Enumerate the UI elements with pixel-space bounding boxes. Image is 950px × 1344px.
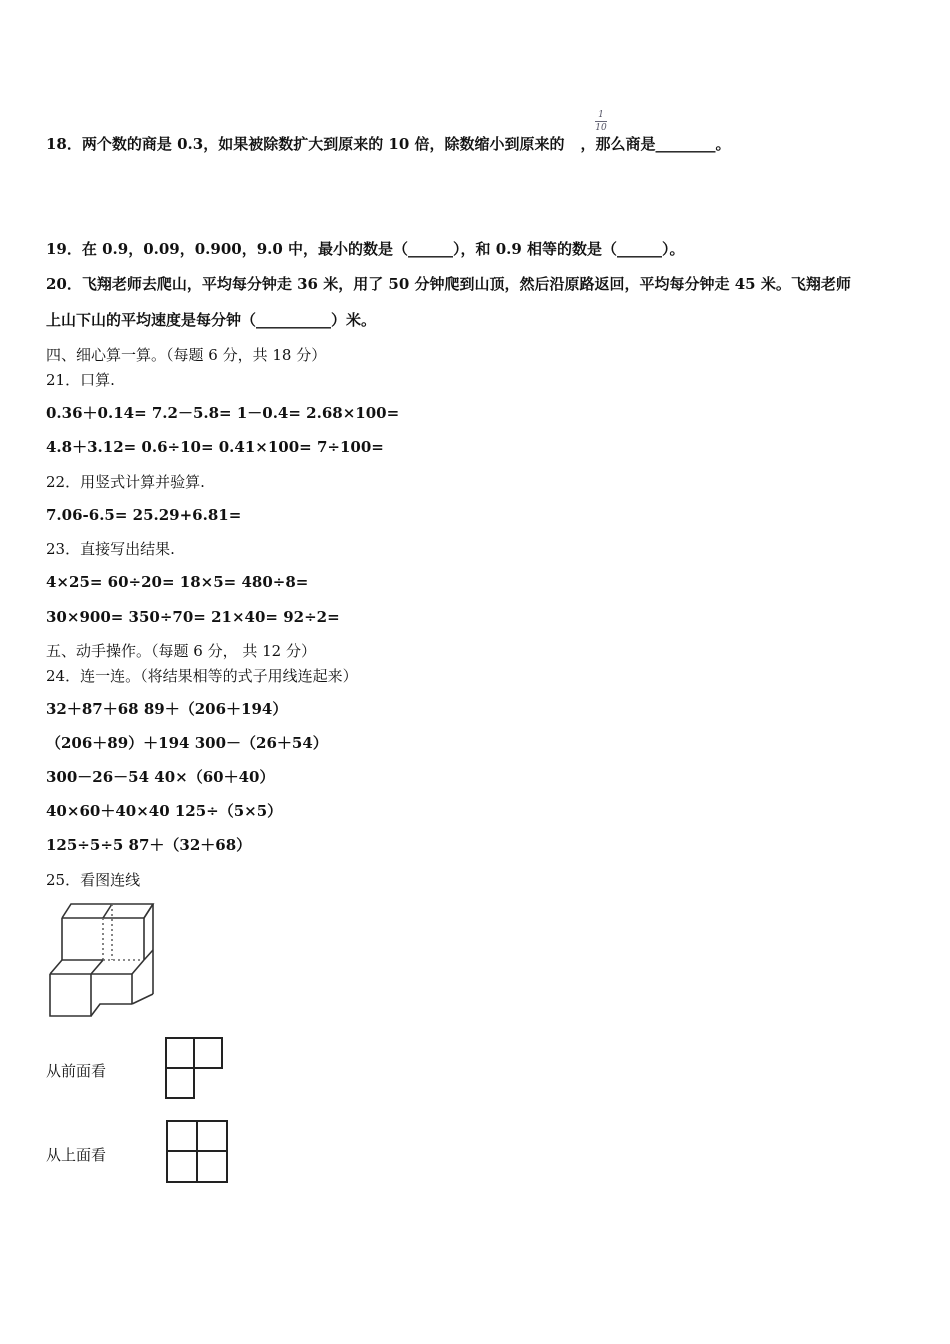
question-24-title: 24．连一连。（将结果相等的式子用线连起来）: [46, 667, 358, 685]
front-view-grid: [163, 1035, 225, 1103]
question-20-line-2: 上山下山的平均速度是每分钟（__________）米。: [46, 311, 377, 329]
question-18: [46, 134, 731, 154]
question-19: 19．在 0.9，0.09，0.900，9.0 中，最小的数是（______），和 0.9 相等的数是（______）。: [46, 240, 685, 258]
question-23-row-2: 30×900= 350÷70= 21×40= 92÷2=: [46, 608, 340, 626]
question-21-row-2: 4.8＋3.12= 0.6÷10= 0.41×100= 7÷100=: [46, 438, 384, 456]
question-24-row-4: 40×60＋40×40 125÷（5×5）: [46, 802, 283, 820]
question-21-title: 21．口算.: [46, 371, 115, 389]
question-23-row-1: 4×25= 60÷20= 18×5= 480÷8=: [46, 573, 309, 591]
question-22-title: 22．用竖式计算并验算.: [46, 473, 205, 491]
fraction-denominator: 10: [595, 123, 607, 133]
question-24-row-1: 32＋87＋68 89＋（206＋194）: [46, 700, 288, 718]
question-24-row-3: 300－26－54 40×（60＋40）: [46, 768, 275, 786]
question-23-title: 23．直接写出结果.: [46, 540, 175, 558]
question-22-row: 7.06-6.5= 25.29+6.81=: [46, 506, 242, 524]
view-top-label: 从上面看: [46, 1146, 107, 1164]
fraction-numerator: 1: [598, 110, 604, 120]
section-5-heading: 五、动手操作。（每题 6 分， 共 12 分）: [46, 642, 316, 660]
view-front-label: 从前面看: [46, 1062, 107, 1080]
question-20-line-1: 20．飞翔老师去爬山，平均每分钟走 36 米，用了 50 分钟爬到山顶，然后沿原路返回，平均每分钟走 45 米。飞翔老师: [46, 275, 851, 293]
question-24-row-5: 125÷5÷5 87＋（32＋68）: [46, 836, 252, 854]
section-4-heading: 四、细心算一算。（每题 6 分，共 18 分）: [46, 346, 327, 364]
top-view-grid: [164, 1118, 230, 1186]
question-21-row-1: 0.36＋0.14= 7.2－5.8= 1－0.4= 2.68×100=: [46, 404, 400, 422]
block-figure: [44, 900, 159, 1020]
fraction-one-tenth: [593, 110, 609, 133]
question-25-title: 25．看图连线: [46, 871, 141, 889]
question-24-row-2: （206＋89）＋194 300－（26＋54）: [46, 734, 328, 752]
q18-prefix: 18．两个数的商是 0.3，如果被除数扩大到原来的 10 倍，除数缩小到原来的: [46, 135, 565, 153]
q18-suffix: ，那么商是________。: [580, 135, 731, 153]
